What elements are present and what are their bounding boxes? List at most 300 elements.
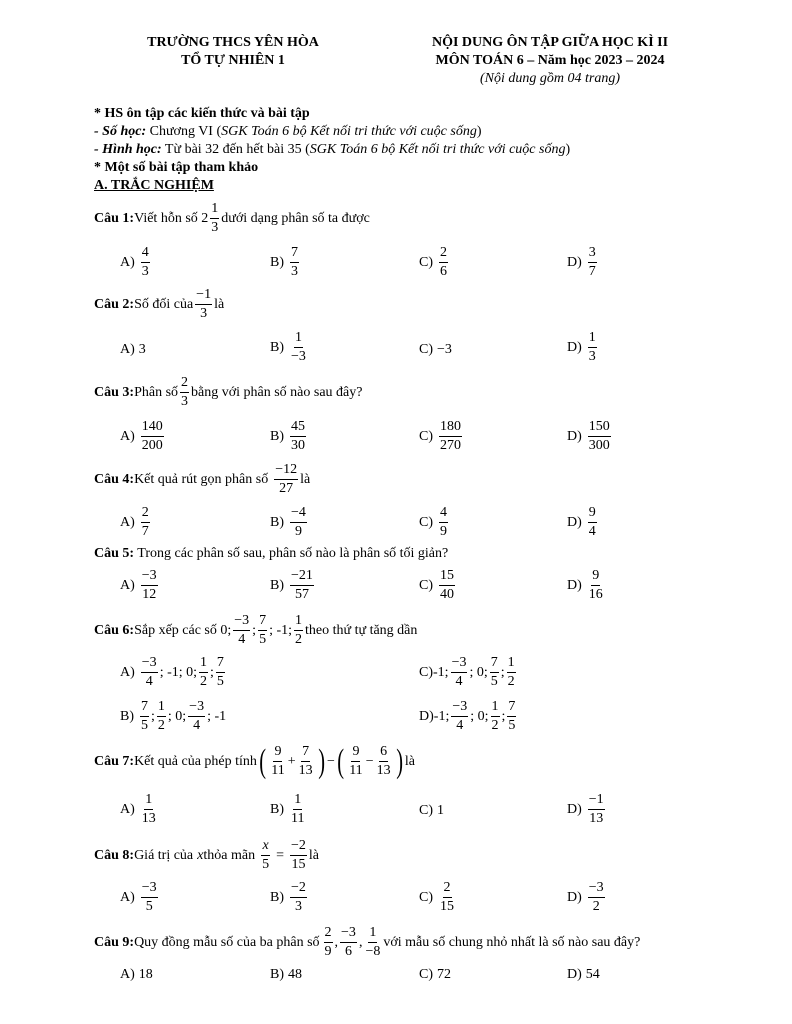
fraction (290, 506, 307, 539)
denominator: 7 (588, 263, 596, 279)
question-label: Câu 3: (94, 385, 135, 400)
option-b[interactable] (270, 881, 309, 914)
option-text: ; 0; (167, 708, 187, 724)
fraction (451, 700, 468, 733)
question-text: là (308, 848, 320, 863)
option-text: ; (500, 664, 505, 680)
numerator: −3 (141, 656, 158, 673)
fraction (141, 656, 158, 689)
option-label: B) (270, 889, 284, 905)
fraction (588, 881, 605, 914)
denominator: 2 (491, 717, 499, 733)
numerator: 9 (588, 506, 597, 523)
option-c[interactable] (419, 801, 444, 821)
denominator: 11 (271, 763, 285, 778)
denominator: 13 (589, 810, 604, 826)
denominator: 15 (291, 857, 306, 872)
option-d[interactable] (567, 881, 607, 914)
question-1 (94, 201, 370, 237)
operator: + (287, 754, 296, 769)
question-text: Kết quả của phép tính (134, 754, 257, 769)
option-label: A) (120, 889, 135, 905)
option-b[interactable] (270, 793, 307, 826)
question-text: là (300, 472, 311, 487)
option-label: B) (120, 708, 134, 724)
denominator: 16 (588, 586, 603, 602)
numerator: 7 (258, 614, 267, 631)
denominator: −8 (365, 944, 381, 959)
numerator: 9 (273, 745, 282, 762)
option-b[interactable] (270, 246, 301, 279)
option-a[interactable] (120, 793, 159, 826)
denominator: −3 (291, 348, 306, 364)
question-text: Kết quả rút gọn phân số (134, 472, 269, 487)
section-heading: A. TRẮC NGHIỆM (94, 178, 214, 193)
numerator: 9 (351, 745, 360, 762)
fraction (233, 614, 250, 647)
question-7 (94, 740, 415, 784)
numerator: −3 (340, 926, 357, 943)
numerator: 7 (507, 700, 516, 717)
denominator: 2 (295, 632, 303, 647)
denominator: 3 (291, 263, 298, 279)
option-c[interactable] (419, 656, 518, 689)
numerator: −3 (188, 700, 205, 717)
intro-line-2 (94, 125, 482, 139)
fraction (141, 420, 164, 453)
option-label: D) (567, 967, 582, 982)
denominator: 3 (200, 306, 208, 321)
denominator: 5 (508, 717, 516, 733)
question-text: theo thứ tự tăng dần (305, 623, 418, 638)
question-text: là (404, 754, 416, 769)
fraction (140, 700, 149, 733)
denominator: 5 (145, 898, 153, 914)
option-text: ; 0; (470, 708, 489, 724)
fraction (294, 614, 303, 647)
fraction (290, 793, 305, 826)
option-label: A) (120, 577, 135, 593)
option-c[interactable] (419, 965, 451, 985)
question-text: bằng với phân số nào sau đây? (191, 385, 363, 400)
question-6 (94, 613, 417, 649)
fraction (439, 881, 455, 914)
denominator: 4 (238, 632, 246, 647)
fraction (141, 506, 150, 539)
fraction (290, 881, 307, 914)
variable: x (197, 848, 204, 863)
fraction (141, 881, 158, 914)
option-label: C) (419, 342, 433, 357)
denominator: 2 (200, 673, 208, 689)
option-label: B) (270, 428, 284, 444)
question-text: Giá trị của (134, 848, 194, 863)
option-label: A) (120, 801, 135, 817)
fraction (261, 839, 270, 872)
denominator: 7 (141, 523, 149, 539)
numerator: −2 (290, 839, 307, 856)
option-b[interactable] (270, 965, 302, 985)
fraction (180, 376, 189, 409)
numerator: 2 (324, 926, 333, 943)
option-a[interactable] (120, 420, 166, 453)
denominator: 4 (145, 673, 153, 689)
option-c[interactable] (419, 420, 464, 453)
fraction (588, 506, 597, 539)
denominator: 3 (211, 220, 219, 235)
numerator: 150 (588, 420, 611, 437)
option-label: C) (419, 514, 433, 530)
numerator: 2 (443, 881, 452, 898)
fraction (290, 246, 299, 279)
denominator: 200 (141, 437, 163, 453)
fraction (588, 793, 605, 826)
question-text: Quy đồng mẫu số của ba phân số (134, 935, 320, 950)
option-value: 54 (585, 967, 600, 982)
denominator: 5 (141, 717, 148, 733)
question-text: là (214, 297, 225, 312)
option-text: ; -1; 0; (159, 664, 198, 680)
numerator: 4 (141, 246, 150, 263)
numerator: x (261, 839, 269, 856)
option-c[interactable] (419, 881, 457, 914)
numerator: 2 (439, 246, 448, 263)
denominator: 3 (181, 394, 189, 409)
option-a[interactable] (120, 881, 160, 914)
numerator: 7 (290, 246, 299, 263)
numerator: −1 (588, 793, 605, 810)
fraction (290, 839, 307, 872)
option-label: C) (419, 254, 433, 270)
option-label: A) (120, 514, 135, 530)
option-label: B) (270, 339, 284, 355)
denominator: 270 (440, 437, 461, 453)
numerator: 1 (210, 202, 219, 219)
intro-text: Chương VI ( (146, 124, 222, 139)
numerator: −2 (290, 881, 307, 898)
fraction (507, 656, 516, 689)
denominator: 11 (291, 810, 305, 826)
option-b[interactable] (270, 331, 309, 364)
option-text: ; (151, 708, 155, 724)
numerator: −1 (195, 288, 212, 305)
denominator: 13 (298, 763, 313, 778)
fraction (258, 614, 267, 647)
option-text: -1; (433, 708, 450, 724)
question-text: Sắp xếp các số 0; (134, 623, 232, 638)
denominator: 57 (294, 586, 309, 602)
option-d[interactable] (567, 506, 599, 539)
option-value: 1 (437, 803, 444, 818)
option-label: A) (120, 967, 135, 982)
fraction (451, 656, 468, 689)
left-paren: ( (337, 743, 344, 780)
intro-label: - Hình học: (94, 142, 162, 157)
fraction (141, 246, 150, 279)
fraction (439, 569, 455, 602)
fraction (290, 569, 314, 602)
option-b[interactable] (270, 506, 309, 539)
denominator: 4 (456, 717, 464, 733)
department-name: TỔ TỰ NHIÊN 1 (181, 53, 285, 68)
option-d[interactable] (419, 700, 518, 733)
option-b[interactable] (120, 700, 226, 733)
numerator: −3 (451, 656, 468, 673)
fraction (491, 700, 500, 733)
option-b[interactable] (270, 420, 308, 453)
question-text: ; (252, 623, 257, 638)
option-label: D) (567, 428, 582, 444)
option-d[interactable] (567, 965, 600, 985)
intro-label: - Số học: (94, 124, 147, 139)
numerator: 1 (294, 614, 303, 631)
numerator: −3 (141, 881, 158, 898)
intro-line-3 (94, 143, 570, 157)
intro-text: Từ bài 32 đến hết bài 35 ( (161, 142, 310, 157)
denominator: 5 (259, 632, 267, 647)
fraction (588, 420, 611, 453)
option-label: C) (419, 577, 433, 593)
option-d[interactable] (567, 331, 599, 364)
option-a[interactable] (120, 340, 146, 360)
operator: − (365, 754, 374, 769)
numerator: −3 (451, 700, 468, 717)
question-label: Câu 2: (94, 297, 135, 312)
option-c[interactable] (419, 569, 457, 602)
question-label: Câu 6: (94, 623, 135, 638)
denominator: 4 (455, 673, 463, 689)
option-label: A) (120, 664, 135, 680)
option-d[interactable] (567, 246, 599, 279)
question-label: Câu 7: (94, 754, 135, 769)
question-text: Trong các phân số sau, phân số nào là phân số tối giản? (134, 546, 449, 561)
fraction (324, 926, 333, 959)
fraction (588, 246, 597, 279)
option-label: B) (270, 967, 284, 982)
denominator: 12 (142, 586, 157, 602)
denominator: 13 (141, 810, 156, 826)
numerator: 1 (368, 926, 377, 943)
numerator: 6 (379, 745, 388, 762)
option-value: −3 (437, 342, 452, 357)
numerator: 1 (588, 331, 597, 348)
numerator: 7 (490, 656, 499, 673)
option-a[interactable] (120, 656, 227, 689)
left-paren: ( (259, 743, 266, 780)
question-text: với mẫu số chung nhỏ nhất là số nào sau đây? (383, 935, 641, 950)
numerator: 1 (293, 793, 302, 810)
fraction (376, 745, 392, 778)
denominator: 5 (216, 673, 224, 689)
fraction (274, 463, 298, 496)
question-8 (94, 838, 319, 874)
numerator: 3 (588, 246, 597, 263)
denominator: 3 (294, 898, 302, 914)
question-2 (94, 287, 224, 323)
option-label: B) (270, 254, 284, 270)
option-c[interactable] (419, 246, 450, 279)
option-a[interactable] (120, 246, 152, 279)
separator: , (358, 935, 363, 950)
option-text: -1; (433, 664, 449, 680)
option-a[interactable] (120, 569, 160, 602)
option-label: C) (419, 428, 433, 444)
denominator: 6 (344, 944, 352, 959)
question-text: Số đối của (134, 297, 194, 312)
denominator: 9 (324, 944, 332, 959)
question-text: thỏa mãn (203, 848, 256, 863)
option-b[interactable] (270, 569, 316, 602)
option-d[interactable] (567, 793, 607, 826)
denominator: 13 (376, 763, 391, 778)
question-9 (94, 925, 640, 961)
denominator: 30 (291, 437, 305, 453)
fraction (298, 745, 314, 778)
numerator: 1 (491, 700, 500, 717)
denominator: 3 (588, 348, 596, 364)
numerator: 1 (199, 656, 208, 673)
option-label: C) (419, 664, 433, 680)
numerator: 180 (439, 420, 462, 437)
fraction (199, 656, 208, 689)
fraction (364, 926, 381, 959)
fraction (216, 656, 225, 689)
option-c[interactable] (419, 506, 450, 539)
option-value: 72 (437, 967, 451, 982)
fraction (290, 331, 307, 364)
question-text: Phân số (134, 385, 179, 400)
denominator: 4 (193, 717, 201, 733)
fraction (439, 246, 448, 279)
question-label: Câu 5: (94, 546, 135, 561)
denominator: 27 (279, 481, 294, 496)
intro-line-1: * HS ôn tập các kiến thức và bài tập (94, 106, 310, 121)
denominator: 300 (588, 437, 610, 453)
option-label: A) (120, 254, 135, 270)
question-text: ; -1; (269, 623, 293, 638)
numerator: 2 (180, 376, 189, 393)
fraction (588, 569, 604, 602)
fraction (141, 793, 157, 826)
denominator: 11 (349, 763, 363, 778)
fraction (348, 745, 363, 778)
denominator: 6 (440, 263, 447, 279)
denominator: 2 (507, 673, 515, 689)
fraction (439, 420, 462, 453)
option-d[interactable] (567, 569, 606, 602)
numerator: 9 (591, 569, 600, 586)
numerator: 4 (439, 506, 448, 523)
numerator: 15 (439, 569, 455, 586)
fraction (588, 331, 597, 364)
numerator: −3 (233, 614, 250, 631)
denominator: 3 (141, 263, 149, 279)
document-title: NỘI DUNG ÔN TẬP GIỮA HỌC KÌ II (431, 35, 669, 50)
question-text: Viết hỗn số 2 (134, 211, 209, 226)
right-paren: ) (317, 743, 325, 780)
intro-text: SGK Toán 6 bộ Kết nối tri thức với cuộc sống (309, 142, 566, 157)
denominator: 9 (440, 523, 447, 539)
question-label: Câu 1: (94, 211, 135, 226)
numerator: −3 (588, 881, 605, 898)
option-label: D) (567, 801, 582, 817)
option-d[interactable] (567, 420, 613, 453)
option-text: ; -1 (207, 708, 227, 724)
question-text: dưới dạng phân số ta được (221, 211, 370, 226)
denominator: 2 (157, 717, 165, 733)
numerator: 7 (301, 745, 310, 762)
option-label: C) (419, 803, 433, 818)
option-a[interactable] (120, 965, 153, 985)
question-label: Câu 9: (94, 935, 135, 950)
denominator: 40 (440, 586, 454, 602)
numerator: 7 (216, 656, 225, 673)
denominator: 15 (440, 898, 454, 914)
option-label: C) (419, 967, 433, 982)
option-label: D) (567, 889, 582, 905)
option-value: 48 (288, 967, 302, 982)
denominator: 9 (294, 523, 302, 539)
option-label: D) (567, 339, 582, 355)
fraction (157, 700, 166, 733)
option-label: D) (567, 577, 582, 593)
denominator: 5 (490, 673, 498, 689)
option-label: C) (419, 889, 433, 905)
fraction (507, 700, 516, 733)
right-paren: ) (395, 743, 403, 780)
separator: , (334, 935, 339, 950)
option-c[interactable] (419, 340, 452, 360)
fraction (141, 569, 158, 602)
numerator: 2 (141, 506, 150, 523)
school-name: TRƯỜNG THCS YÊN HÒA (147, 35, 319, 50)
numerator: 1 (144, 793, 153, 810)
denominator: 4 (588, 523, 596, 539)
option-value: 3 (138, 342, 146, 357)
fraction (188, 700, 205, 733)
option-value: 18 (138, 967, 153, 982)
intro-text: SGK Toán 6 bộ Kết nối tri thức với cuộc sống (221, 124, 477, 139)
option-label: A) (120, 428, 135, 444)
numerator: −21 (290, 569, 314, 586)
equals: = (276, 848, 284, 863)
subject-year: MÔN TOÁN 6 – Năm học 2023 – 2024 (435, 53, 665, 68)
option-label: D) (419, 708, 434, 724)
fraction (439, 506, 448, 539)
intro-text: ) (565, 142, 571, 157)
intro-text: ) (476, 124, 482, 139)
denominator: 5 (262, 857, 270, 872)
option-label: D) (567, 514, 582, 530)
numerator: 1 (294, 331, 303, 348)
fraction (195, 288, 212, 321)
option-a[interactable] (120, 506, 152, 539)
option-label: B) (270, 577, 284, 593)
operator: − (326, 754, 335, 769)
intro-line-4: * Một số bài tập tham khảo (94, 160, 259, 175)
fraction (340, 926, 357, 959)
fraction (270, 745, 285, 778)
question-4 (94, 462, 310, 498)
option-text: ; (210, 664, 214, 680)
fraction (290, 420, 306, 453)
option-label: B) (270, 514, 284, 530)
numerator: −4 (290, 506, 307, 523)
denominator: 2 (592, 898, 600, 914)
question-5 (94, 547, 448, 561)
option-label: A) (120, 342, 135, 357)
fraction (210, 202, 219, 235)
